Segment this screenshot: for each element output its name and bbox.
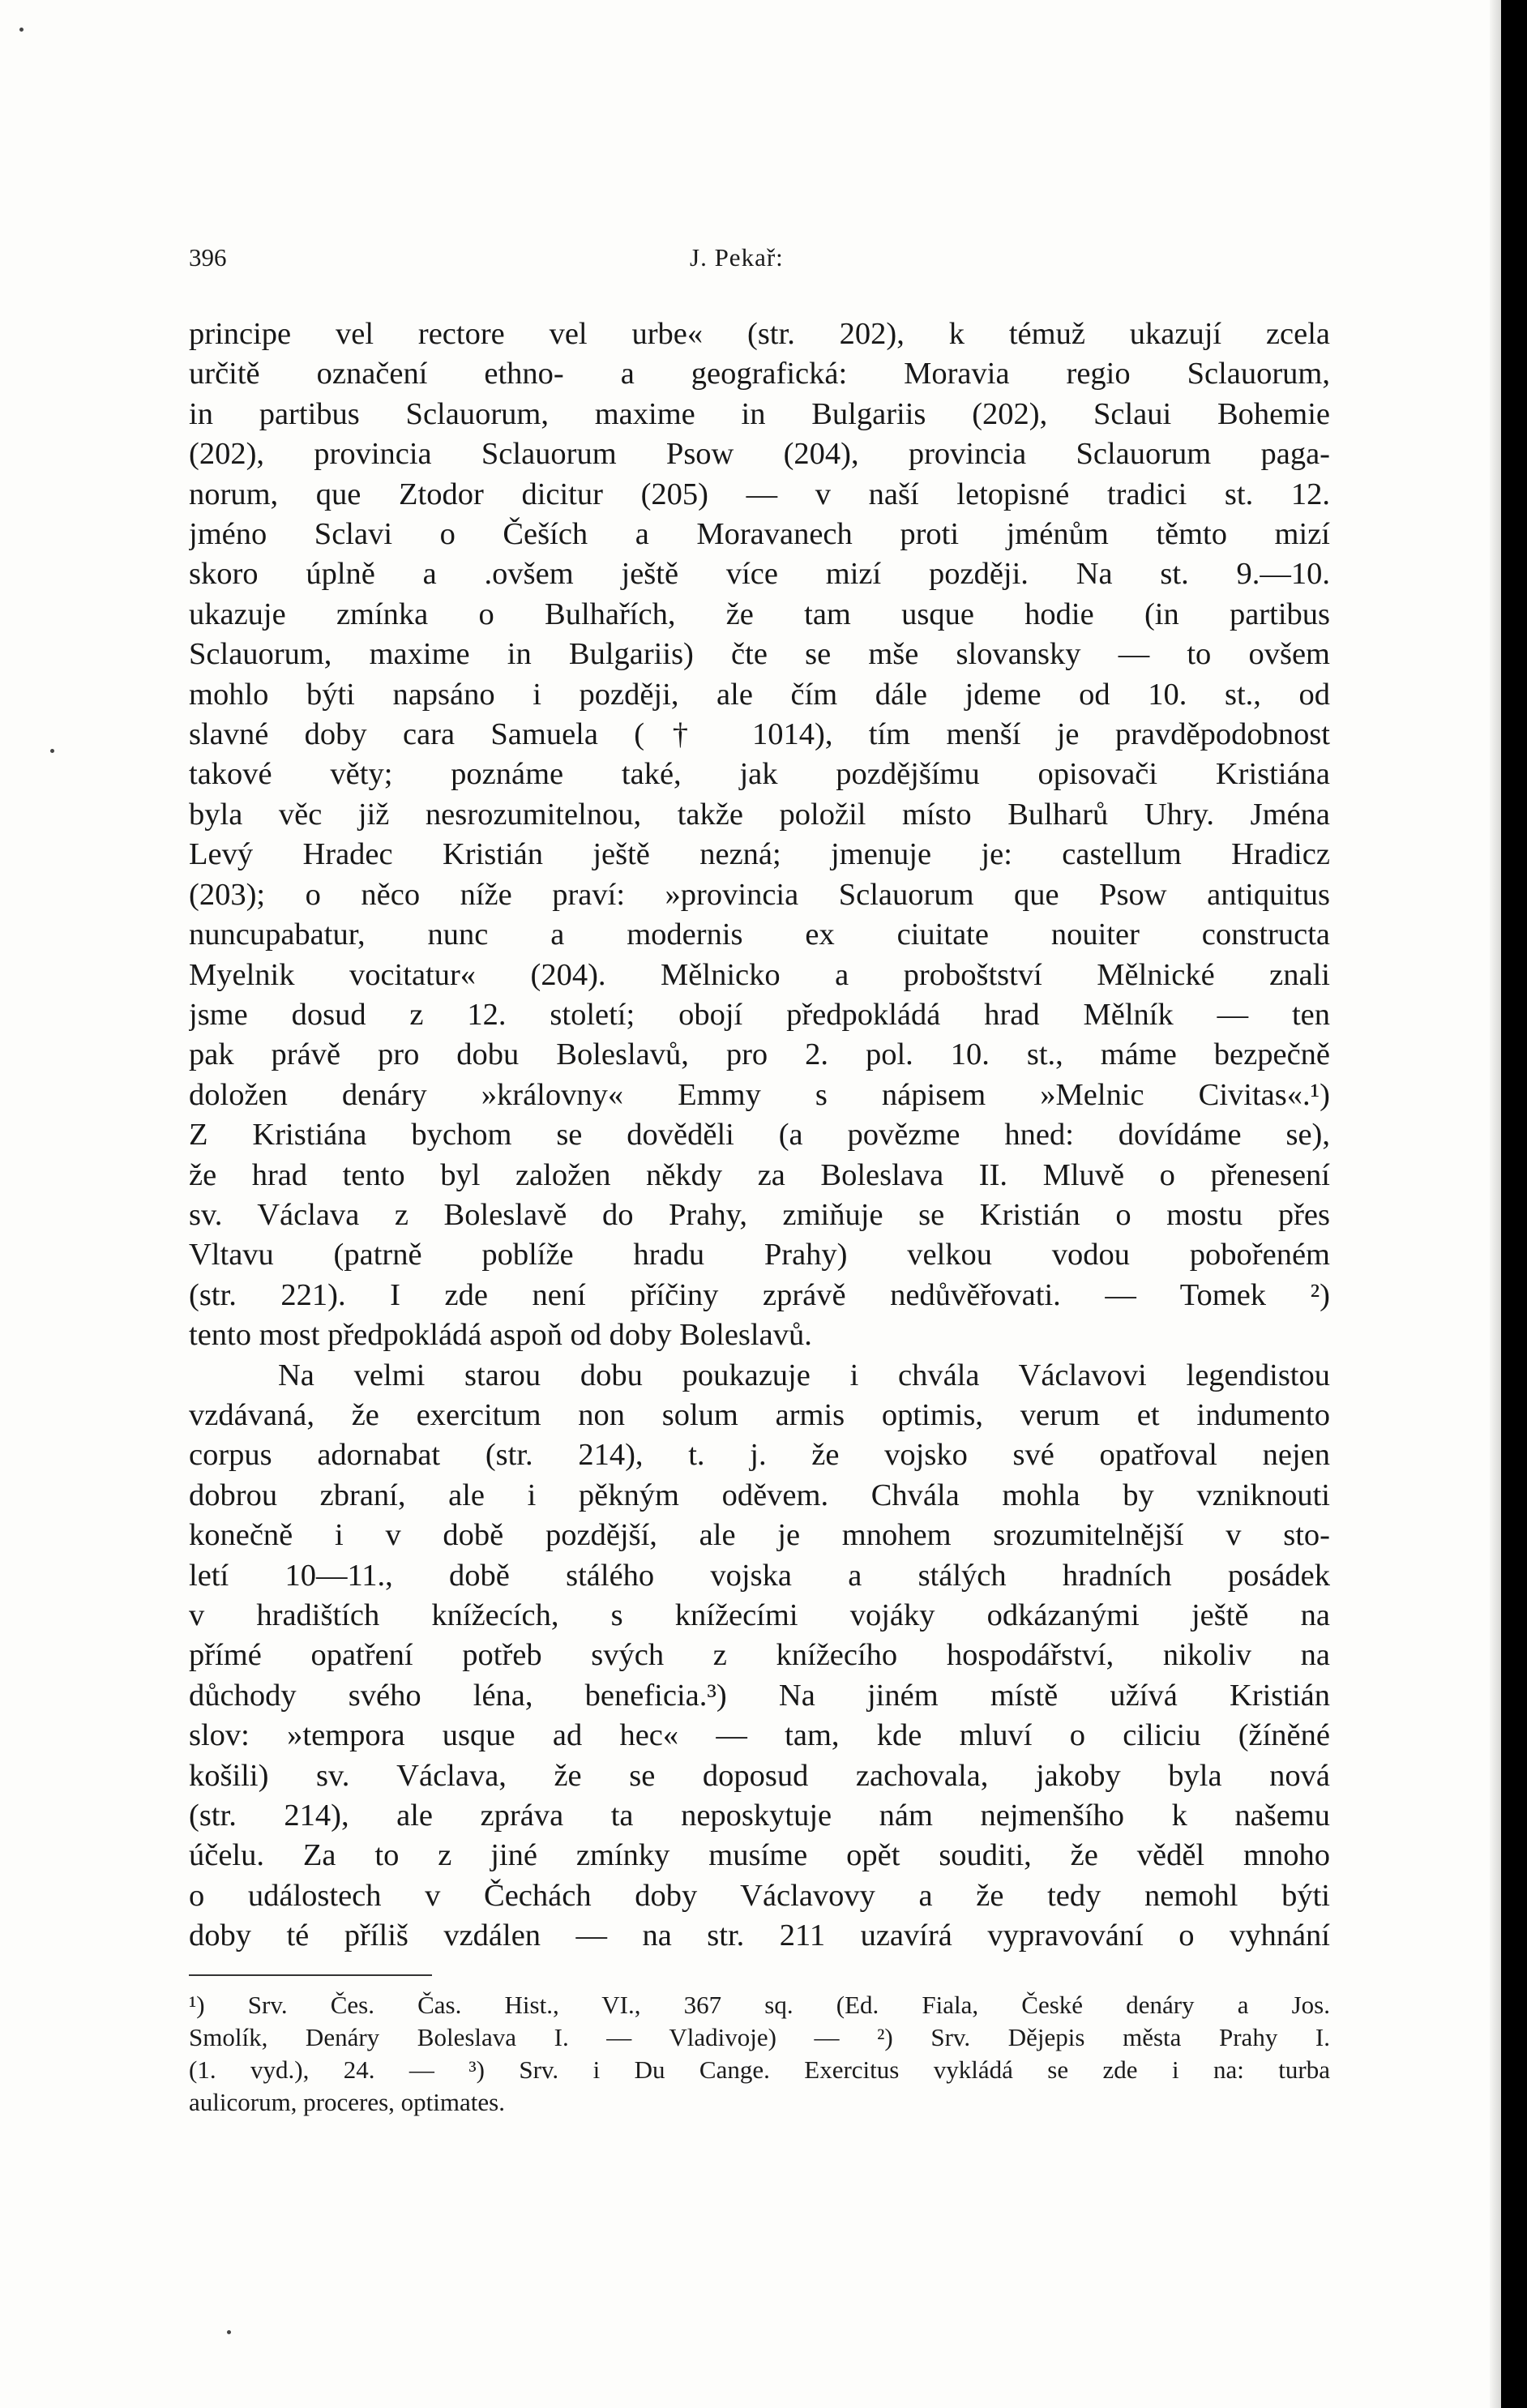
text-line: slov: »tempora usque ad hec« — tam, kde mluví o ciliciu (žíněné	[189, 1718, 1330, 1753]
text-line: o událostech v Čechách doby Václavovy a že tedy nemohl býti	[189, 1878, 1330, 1913]
scan-speck	[19, 28, 24, 32]
text-line: Na velmi starou dobu poukazuje i chvála Václavovi legendistou	[278, 1358, 1330, 1392]
scan-speck	[50, 749, 54, 753]
footnote-line: (1. vyd.), 24. — ³) Srv. i Du Cange. Exercitus vykládá se zde i na: turba	[189, 2055, 1330, 2084]
text-line: (str. 221). I zde není příčiny zprávě nedůvěřovati. — Tomek ²)	[189, 1277, 1330, 1312]
running-head: J. Pekař:	[690, 243, 784, 272]
scan-speck	[227, 2330, 231, 2334]
page-header	[189, 243, 1340, 279]
text-line: (str. 214), ale zpráva ta neposkytuje nám nejmenšího k našemu	[189, 1799, 1330, 1833]
text-line: (203); o něco níže praví: »provincia Sclauorum que Psow antiquitus	[189, 877, 1330, 912]
text-line: že hrad tento byl založen někdy za Boleslava II. Mluvě o přenesení	[189, 1157, 1330, 1192]
text-line: skoro úplně a .ovšem ještě více mizí později. Na st. 9.—10.	[189, 557, 1330, 592]
text-line: byla věc již nesrozumitelnou, takže položil místo Bulharů Uhry. Jména	[189, 797, 1330, 832]
text-line: tento most předpokládá aspoň od doby Boleslavů.	[189, 1318, 812, 1353]
text-line: v hradištích knížecích, s knížecími vojáky odkázanými ještě na	[189, 1598, 1330, 1632]
body-text	[189, 314, 1330, 1957]
text-line: konečně i v době pozdější, ale je mnohem srozumitelnější v sto-	[189, 1518, 1330, 1553]
text-line: (202), provincia Sclauorum Psow (204), provincia Sclauorum paga-	[189, 437, 1330, 472]
footnotes	[189, 1989, 1330, 2119]
text-line: norum, que Ztodor dicitur (205) — v naší letopisné tradici st. 12.	[189, 477, 1330, 511]
text-line: Myelnik vocitatur« (204). Mělnicko a proboštství Mělnické znali	[189, 957, 1330, 992]
text-line: letí 10—11., době stálého vojska a stálých hradních posádek	[189, 1558, 1330, 1593]
text-line: Z Kristiána bychom se dověděli (a povězme hned: dovídáme se),	[189, 1118, 1330, 1153]
footnote-line: aulicorum, proceres, optimates.	[189, 2088, 505, 2116]
text-line: takové věty; poznáme také, jak pozdějšímu opisovači Kristiána	[189, 757, 1330, 792]
text-line: slavné doby cara Samuela († 1014), tím menší je pravděpodobnost	[189, 717, 1330, 752]
text-line: přímé opatření potřeb svých z knížecího hospodářství, nikoliv na	[189, 1638, 1330, 1673]
text-line: košili) sv. Václava, že se doposud zachovala, jakoby byla nová	[189, 1758, 1330, 1793]
footnote-line: Smolík, Denáry Boleslava I. — Vladivoje) — ²) Srv. Dějepis města Prahy I.	[189, 2023, 1330, 2051]
text-line: ukazuje zmínka o Bulhařích, že tam usque hodie (in partibus	[189, 597, 1330, 631]
text-line: jsme dosud z 12. století; obojí předpokládá hrad Mělník — ten	[189, 997, 1330, 1032]
footnote-line: ¹) Srv. Čes. Čas. Hist., VI., 367 sq. (Ed. Fiala, České denáry a Jos.	[189, 1991, 1330, 2019]
text-line: nuncupabatur, nunc a modernis ex ciuitate nouiter constructa	[189, 917, 1330, 952]
text-line: mohlo býti napsáno i později, ale čím dále jdeme od 10. st., od	[189, 677, 1330, 712]
text-line: pak právě pro dobu Boleslavů, pro 2. pol. 10. st., máme bezpečně	[189, 1037, 1330, 1072]
text-line: Sclauorum, maxime in Bulgariis) čte se mše slovansky — to ovšem	[189, 637, 1330, 672]
text-line: corpus adornabat (str. 214), t. j. že vojsko své opatřoval nejen	[189, 1438, 1330, 1473]
text-line: doložen denáry »královny« Emmy s nápisem »Melnic Civitas«.¹)	[189, 1077, 1330, 1112]
text-line: vzdávaná, že exercitum non solum armis optimis, verum et indumento	[189, 1397, 1330, 1432]
text-line: účelu. Za to z jiné zmínky musíme opět souditi, že věděl mnoho	[189, 1838, 1330, 1873]
page-edge-shadow	[1490, 0, 1501, 2408]
text-line: principe vel rectore vel urbe« (str. 202), k témuž ukazují zcela	[189, 317, 1330, 351]
footnote-rule	[189, 1974, 432, 1976]
text-line: doby té příliš vzdálen — na str. 211 uzavírá vypravování o vyhnání	[189, 1918, 1330, 1953]
text-line: určitě označení ethno- a geografická: Moravia regio Sclauorum,	[189, 357, 1330, 391]
text-line: in partibus Sclauorum, maxime in Bulgariis (202), Sclaui Bohemie	[189, 396, 1330, 431]
text-line: sv. Václava z Boleslavě do Prahy, zmiňuje se Kristián o mostu přes	[189, 1197, 1330, 1232]
text-line: Vltavu (patrně poblíže hradu Prahy) velkou vodou pobořeném	[189, 1238, 1330, 1272]
page-number: 396	[189, 243, 227, 272]
text-line: dobrou zbraní, ale i pěkným oděvem. Chvála mohla by vzniknouti	[189, 1478, 1330, 1512]
text-line: Levý Hradec Kristián ještě nezná; jmenuje je: castellum Hradicz	[189, 837, 1330, 872]
text-line: jméno Sclavi o Češích a Moravanech proti jménům těmto mizí	[189, 517, 1330, 552]
text-line: důchody svého léna, beneficia.³) Na jiném místě užívá Kristián	[189, 1678, 1330, 1713]
